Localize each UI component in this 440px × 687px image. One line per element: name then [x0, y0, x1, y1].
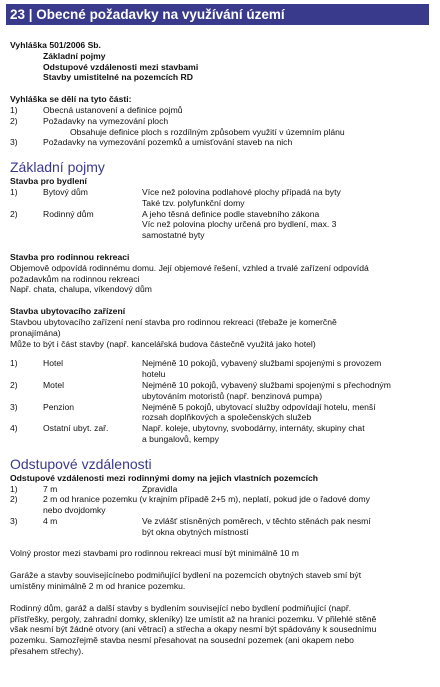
recreation-heading: Stavba pro rodinnou rekreaci: [10, 251, 130, 262]
paragraph: však nesmí být žádné otvory (ani větrací) a střecha a okapy nesmí být spádovány k sousednímu: [10, 624, 377, 635]
list-sub-item: Obsahuje definice ploch s rozdílným způsobem využití v územním plánu: [70, 126, 345, 137]
paragraph: pronajímána): [10, 327, 61, 338]
paragraph: požadavkům na rodinnou rekreaci: [10, 273, 140, 284]
page-title: 23 | Obecné požadavky na využívání území: [6, 4, 429, 25]
paragraph: přesahem střechy).: [10, 646, 84, 657]
decree-label: Vyhláška 501/2006 Sb.: [10, 40, 101, 50]
intro-item: Základní pojmy: [43, 50, 106, 61]
housing-heading: Stavba pro bydlení: [10, 176, 87, 187]
list-item: 1) Obecná ustanovení a definice pojmů: [10, 104, 183, 115]
paragraph: Např. chata, chalupa, víkendový dům: [10, 284, 152, 295]
paragraph: pozemku. Samozřejmě stavba nesmí přesahovat na sousední pozemek (ani okapem nebo: [10, 635, 354, 646]
section-heading-distances: Odstupové vzdálenosti: [10, 455, 152, 472]
paragraph: umístěny minimálně 2 m od hranice pozemku.: [10, 581, 186, 592]
paragraph: Rodinný dům, garáž a další stavby s bydlením související nebo bydlení podmiňující (např.: [10, 602, 352, 613]
intro-item: Stavby umistitelné na pozemcích RD: [43, 72, 193, 83]
paragraph: Objemově odpovídá rodinnému domu. Její objemové řešení, vzhled a trvalé zařízení odpovídá: [10, 262, 369, 273]
table-row: 4) Ostatní ubyt. zař. Např. koleje, ubytovny, svobodárny, internáty, skupiny chat a bungalovů, kempy: [10, 423, 365, 444]
accommodation-heading: Stavba ubytovacího zařízení: [10, 306, 126, 317]
table-row: 2) Rodinný dům A jeho těsná definice podle stavebního zákona Víc než polovina plochy určená pro bydlení, max. 3 samostatné byty: [10, 208, 337, 241]
paragraph: Garáže a stavby souvisejícínebo podmiňující bydlení na pozemcích obytných staveb smí být: [10, 570, 362, 581]
section-heading-basic: Základní pojmy: [10, 159, 105, 176]
table-row: 3) 4 m Ve zvlášť stísněných poměrech, v těchto stěnách pak nesmí být okna obytných místností: [10, 515, 371, 537]
list-item: 3) Požadavky na vymezování pozemků a umisťování staveb na nich: [10, 137, 293, 148]
table-row: 1) 7 m Zpravidla: [10, 483, 178, 494]
document-body: [10, 40, 432, 657]
intro-item: Odstupové vzdálenosti mezi stavbami: [43, 61, 199, 72]
paragraph: Stavbou ubytovacího zařízení není stavba pro rodinnou rekreaci (třebaže je komerčně: [10, 316, 337, 327]
distances-subheading: Odstupové vzdálenosti mezi rodinnými domy na jejich vlastních pozemcích: [10, 472, 319, 483]
table-row: 2) Motel Nejméně 10 pokojů, vybavený službami spojenými s přechodným ubytováním motoristů (např. benzinová pumpa): [10, 379, 391, 401]
table-row: 1) Bytový dům Více než polovina podlahové plochy případá na byty Také tzv. polyfunkční domy: [10, 186, 341, 208]
table-row: 3) Penzion Nejméně 5 pokojů, ubytovací služby odpovídají hotelu, menší rozsah doplňkových a společenských služeb: [10, 401, 376, 423]
paragraph: přístřešky, pergoly, zahradní domky, skleníky) lze umístit až na hranici pozemku. V přilehlé stěně: [10, 613, 377, 624]
paragraph: Volný prostor mezi stavbami pro rodinnou rekreaci musí být minimálně 10 m: [10, 548, 299, 559]
parts-heading: Vyhláška se dělí na tyto části:: [10, 94, 132, 105]
table-row: 2) 2 m od hranice pozemku (v krajním případě 2+5 m), neplatí, pokud jde o řadové domy nebo dvojdomky: [10, 494, 370, 516]
paragraph: Může to být i část stavby (např. kancelářská budova částečně využitá jako hotel): [10, 338, 316, 349]
table-row: 1) Hotel Nejméně 10 pokojů, vybavený službami spojenými s provozem hotelu: [10, 358, 382, 380]
list-item: 2) Požadavky na vymezování ploch: [10, 115, 169, 126]
